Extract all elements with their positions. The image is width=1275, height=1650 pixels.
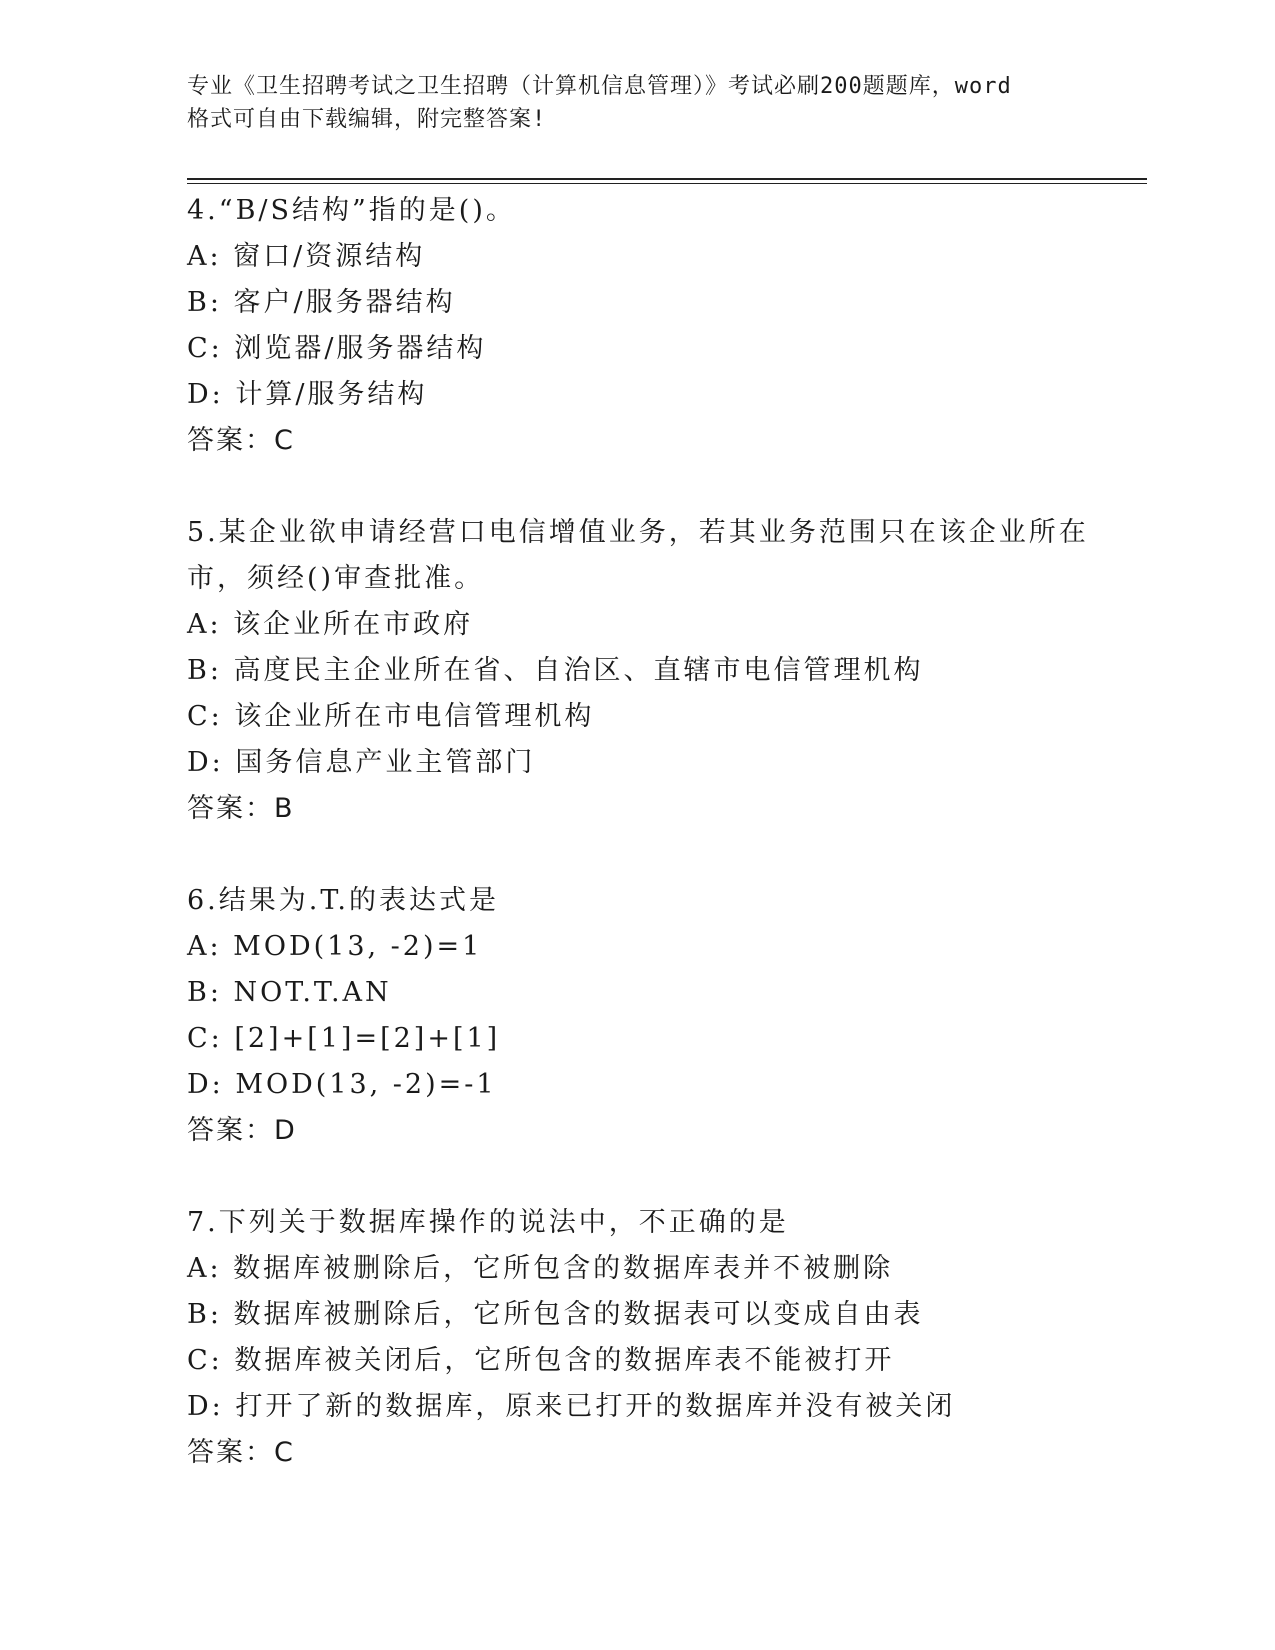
answer-line: 答案：C xyxy=(187,1437,295,1468)
option-d: D: 打开了新的数据库，原来已打开的数据库并没有被关闭 xyxy=(187,1391,956,1422)
question-stem: 6.结果为.T.的表达式是 xyxy=(187,885,499,916)
question-stem: 5.某企业欲申请经营口电信增值业务，若其业务范围只在该企业所在 xyxy=(187,517,1089,548)
document-header xyxy=(187,70,1147,136)
header-line-2: 格式可自由下载编辑，附完整答案! xyxy=(187,107,547,132)
document-page xyxy=(187,70,1147,1468)
answer-line: 答案：D xyxy=(187,1115,297,1146)
header-rule-thin xyxy=(187,183,1147,184)
option-b: B: 高度民主企业所在省、自治区、直辖市电信管理机构 xyxy=(187,655,924,686)
option-a: A: 窗口/资源结构 xyxy=(187,241,426,272)
question-list xyxy=(187,188,1147,1522)
option-c: C: 该企业所在市电信管理机构 xyxy=(187,701,595,732)
option-a: A: 该企业所在市政府 xyxy=(187,609,474,640)
question-4 xyxy=(187,188,1147,464)
option-d: D: 计算/服务结构 xyxy=(187,379,428,410)
question-6 xyxy=(187,878,1147,1154)
question-5 xyxy=(187,510,1147,832)
answer-line: 答案：B xyxy=(187,793,295,824)
question-stem: 7.下列关于数据库操作的说法中，不正确的是 xyxy=(187,1207,789,1238)
question-stem: 4.“B/S结构”指的是()。 xyxy=(187,195,516,226)
option-b: B: 数据库被删除后，它所包含的数据表可以变成自由表 xyxy=(187,1299,924,1330)
option-b: B: NOT.T.AN xyxy=(187,977,392,1008)
option-c: C: 数据库被关闭后，它所包含的数据库表不能被打开 xyxy=(187,1345,895,1376)
header-rule-thick xyxy=(187,178,1147,180)
option-d: D: MOD(13, -2)=-1 xyxy=(187,1069,497,1100)
option-c: C: [2]+[1]=[2]+[1] xyxy=(187,1023,501,1054)
header-double-rule xyxy=(187,178,1147,184)
answer-line: 答案：C xyxy=(187,425,295,456)
option-a: A: MOD(13, -2)=1 xyxy=(187,931,483,962)
question-7 xyxy=(187,1200,1147,1476)
question-stem-continued: 市，须经()审查批准。 xyxy=(187,563,485,594)
option-a: A: 数据库被删除后，它所包含的数据库表并不被删除 xyxy=(187,1253,894,1284)
option-d: D: 国务信息产业主管部门 xyxy=(187,747,536,778)
option-c: C: 浏览器/服务器结构 xyxy=(187,333,487,364)
option-b: B: 客户/服务器结构 xyxy=(187,287,456,318)
header-line-1: 专业《卫生招聘考试之卫生招聘（计算机信息管理）》考试必刷200题题库，word xyxy=(187,74,1012,99)
